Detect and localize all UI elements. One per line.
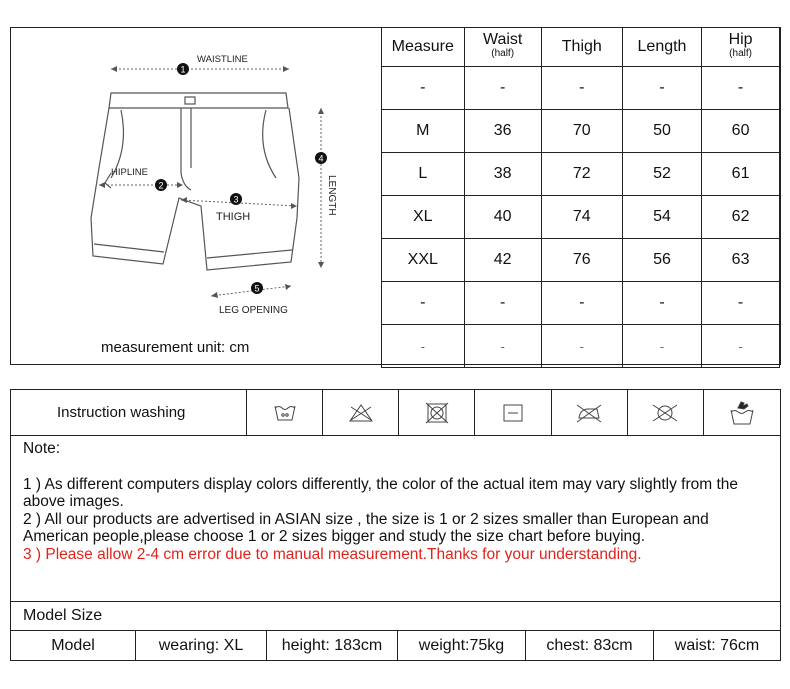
table-cell: 60 — [702, 110, 780, 153]
shorts-diagram-svg — [71, 28, 371, 328]
table-cell: 70 — [541, 110, 622, 153]
table-cell: 72 — [541, 153, 622, 196]
table-cell: - — [382, 325, 465, 368]
leg-opening-label: LEG OPENING — [219, 305, 288, 316]
right-hem — [207, 250, 292, 258]
table-row — [382, 282, 780, 325]
size-table-header — [382, 28, 780, 67]
model-size-title: Model Size — [11, 601, 780, 629]
table-cell: 74 — [541, 196, 622, 239]
model-cell-label: Model — [11, 631, 136, 660]
waistband — [109, 93, 288, 108]
table-cell: XXL — [382, 239, 465, 282]
table-cell: 62 — [702, 196, 780, 239]
header-waist: Waist (half) — [464, 28, 541, 67]
hand-wash-icon — [704, 390, 780, 435]
table-cell: 50 — [622, 110, 701, 153]
model-cell-waist: waist: 76cm — [674, 636, 760, 654]
table-cell: 63 — [702, 239, 780, 282]
table-cell: M — [382, 110, 465, 153]
table-cell: - — [541, 67, 622, 110]
table-cell: 40 — [464, 196, 541, 239]
table-cell: - — [702, 325, 780, 368]
table-cell: - — [702, 282, 780, 325]
no-iron-icon — [552, 390, 628, 435]
fly-line — [181, 108, 191, 190]
table-cell: - — [382, 67, 465, 110]
svg-text:1: 1 — [180, 64, 186, 75]
table-cell: L — [382, 153, 465, 196]
model-cell-wearing: wearing: XL — [136, 631, 267, 660]
note-item-1: 1 ) As different computers display colors differently, the color of the actual item may vary slightly from the above images. — [23, 475, 739, 510]
table-cell: 42 — [464, 239, 541, 282]
washing-label: Instruction washing — [11, 390, 247, 435]
table-cell: - — [464, 67, 541, 110]
header-measure: Measure — [382, 28, 465, 67]
care-and-notes-panel — [10, 389, 781, 661]
marker-5 — [251, 282, 263, 294]
thigh-label: THIGH — [216, 211, 251, 223]
model-cell-weight: weight:75kg — [398, 631, 526, 660]
table-cell: 54 — [622, 196, 701, 239]
table-row — [382, 196, 780, 239]
marker-4 — [315, 152, 327, 164]
model-cell-height: height: 183cm — [267, 631, 398, 660]
waist-button — [185, 97, 195, 104]
leg-opening-arrow — [211, 283, 291, 296]
table-cell: - — [702, 67, 780, 110]
table-cell: - — [464, 282, 541, 325]
size-table — [381, 27, 780, 368]
table-cell: - — [382, 282, 465, 325]
marker-1 — [177, 63, 189, 75]
dry-flat-icon — [475, 390, 551, 435]
size-chart-panel — [10, 27, 781, 365]
svg-text:2: 2 — [158, 180, 164, 191]
table-cell: 76 — [541, 239, 622, 282]
right-pocket — [263, 110, 276, 178]
hipline-label: HIPLINE — [111, 167, 148, 178]
table-cell: - — [464, 325, 541, 368]
table-cell: 56 — [622, 239, 701, 282]
table-cell: - — [541, 282, 622, 325]
no-tumble-dry-icon — [399, 390, 475, 435]
shorts-diagram — [11, 28, 381, 364]
model-info-row — [11, 630, 780, 660]
table-row — [382, 239, 780, 282]
model-cell-chest: chest: 83cm — [526, 631, 654, 660]
length-label: LENGTH — [326, 175, 337, 216]
header-thigh: Thigh — [541, 28, 622, 67]
table-cell: - — [622, 67, 701, 110]
header-hip: Hip (half) — [702, 28, 780, 67]
note-item-3: 3 ) Please allow 2-4 cm error due to manual measurement.Thanks for your understanding. — [23, 545, 642, 563]
svg-text:5: 5 — [254, 283, 260, 294]
table-row — [382, 110, 780, 153]
no-dry-clean-icon — [628, 390, 704, 435]
marker-2 — [155, 179, 167, 191]
measurement-unit-note: measurement unit: cm — [101, 339, 250, 356]
notes-title: Note: — [23, 440, 61, 457]
waistline-label: WAISTLINE — [197, 54, 248, 65]
svg-text:3: 3 — [233, 194, 239, 205]
table-row — [382, 67, 780, 110]
svg-text:4: 4 — [318, 153, 324, 164]
table-cell: - — [622, 282, 701, 325]
header-length: Length — [622, 28, 701, 67]
table-cell: 36 — [464, 110, 541, 153]
table-cell: 61 — [702, 153, 780, 196]
left-hem — [94, 244, 164, 252]
table-cell: XL — [382, 196, 465, 239]
washing-instructions-row — [11, 390, 780, 436]
table-cell: 38 — [464, 153, 541, 196]
table-cell: - — [622, 325, 701, 368]
marker-3 — [230, 193, 242, 205]
table-cell: 52 — [622, 153, 701, 196]
table-cell: - — [541, 325, 622, 368]
wash-30-icon — [247, 390, 323, 435]
note-item-2: 2 ) All our products are advertised in ASIAN size , the size is 1 or 2 sizes smaller than European and American people,please choose 1 or 2 sizes bigger and study the size chart before buying. — [23, 510, 709, 545]
table-row — [382, 325, 780, 368]
notes-section — [23, 440, 775, 563]
table-row — [382, 153, 780, 196]
shorts-outline — [91, 108, 299, 270]
no-bleach-icon — [323, 390, 399, 435]
